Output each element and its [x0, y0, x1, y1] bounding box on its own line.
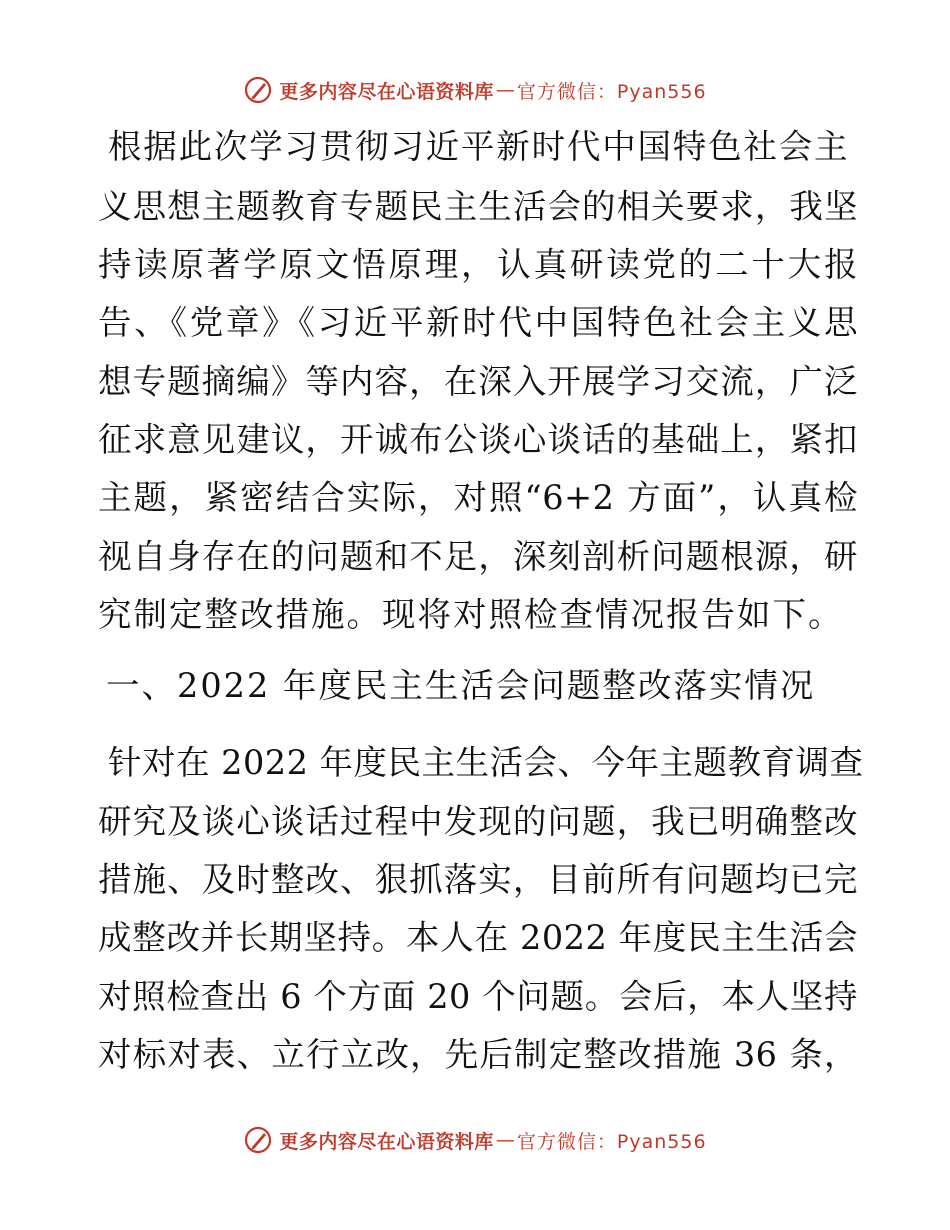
banner-slogan: 更多内容尽在心语资料库 [279, 1130, 494, 1153]
footer-banner [0, 1120, 950, 1160]
banner-dash: — [495, 1129, 515, 1151]
header-banner [0, 70, 950, 110]
quill-pen-logo-icon [243, 1125, 273, 1155]
paragraph-line: 征求意见建议，开诚布公谈心谈话的基础上，紧扣 [98, 420, 858, 459]
paragraph-line: 持读原著学原文悟原理，认真研读党的二十大报 [98, 245, 858, 284]
banner-contact: 官方微信：Pyan556 [516, 80, 707, 103]
paragraph-line: 针对在 2022 年度民主生活会、今年主题教育调查 [108, 743, 864, 782]
paragraph-line: 想专题摘编》等内容，在深入开展学习交流，广泛 [98, 362, 858, 401]
section-heading: 一、2022 年度民主生活会问题整改落实情况 [106, 666, 816, 705]
paragraph-line: 视自身存在的问题和不足，深刻剖析问题根源，研 [98, 537, 858, 576]
paragraph-line: 对标对表、立行立改，先后制定整改措施 36 条， [98, 1035, 858, 1074]
paragraph-line: 主题，紧密结合实际，对照“6+2 方面”，认真检 [98, 478, 858, 517]
paragraph-line: 义思想主题教育专题民主生活会的相关要求，我坚 [98, 187, 858, 226]
paragraph-line: 对照检查出 6 个方面 20 个问题。会后，本人坚持 [98, 977, 858, 1016]
paragraph-line: 告、《党章》《习近平新时代中国特色社会主义思 [98, 303, 858, 342]
paragraph-line: 研究及谈心谈话过程中发现的问题，我已明确整改 [98, 802, 858, 841]
banner-contact: 官方微信：Pyan556 [516, 1130, 707, 1153]
paragraph-line: 措施、及时整改、狠抓落实，目前所有问题均已完 [98, 860, 858, 899]
paragraph-line: 成整改并长期坚持。本人在 2022 年度民主生活会 [98, 918, 858, 957]
banner-slogan: 更多内容尽在心语资料库 [279, 80, 494, 103]
paragraph-line: 究制定整改措施。现将对照检查情况报告如下。 [98, 595, 844, 634]
paragraph-line: 根据此次学习贯彻习近平新时代中国特色社会主 [108, 127, 848, 166]
banner-dash: — [495, 79, 515, 101]
quill-pen-logo-icon [243, 75, 273, 105]
